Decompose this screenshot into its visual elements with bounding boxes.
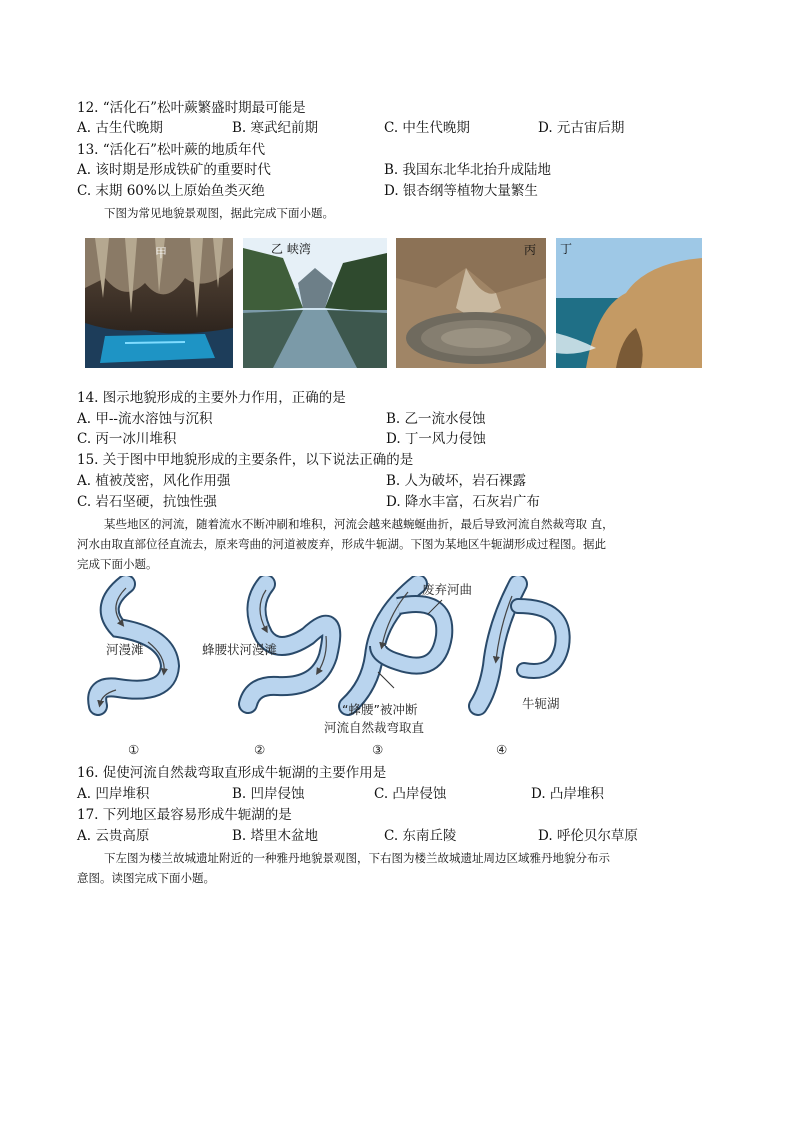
q14-option-b: B. 乙一流水侵蚀 — [386, 411, 486, 427]
intro-oxbow-line3: 完成下面小题。 — [77, 557, 158, 571]
q16-option-c: C. 凸岸侵蚀 — [374, 786, 447, 802]
q14-option-d: D. 丁一风力侵蚀 — [386, 431, 486, 447]
label-waist-cut: “蜂腰”被冲断 — [342, 702, 418, 717]
q15-stem: 15. 关于图中甲地貌形成的主要条件，以下说法正确的是 — [77, 452, 414, 468]
q14-stem: 14. 图示地貌形成的主要外力作用，正确的是 — [77, 390, 346, 406]
intro-oxbow-line1: 某些地区的河流，随着流水不断冲刷和堆积，河流会越来越蜿蜒曲折，最后导致河流自然裁弯取 直， — [104, 517, 614, 531]
label-natural-cutoff: 河流自然裁弯取直 — [324, 720, 425, 735]
q16-stem: 16. 促使河流自然裁弯取直形成牛轭湖的主要作用是 — [77, 765, 387, 781]
q12-option-b: B. 寒武纪前期 — [232, 120, 319, 136]
photo-fjord — [243, 238, 387, 368]
q16-option-b: B. 凹岸侵蚀 — [232, 786, 305, 802]
q17-option-d: D. 呼伦贝尔草原 — [538, 828, 638, 844]
label-waist-floodplain: 蜂腰状河漫滩 — [202, 642, 278, 657]
q12-option-d: D. 元古宙后期 — [538, 120, 625, 136]
q13-option-b: B. 我国东北华北抬升成陆地 — [384, 162, 552, 178]
q13-option-d: D. 银杏纲等植物大量繁生 — [384, 183, 538, 199]
q14-option-c: C. 丙一冰川堆积 — [77, 431, 177, 447]
q12-option-c: C. 中生代晚期 — [384, 120, 470, 136]
photo-glacial-deposit — [396, 238, 546, 368]
q17-option-c: C. 东南丘陵 — [384, 828, 457, 844]
q13-option-a: A. 该时期是形成铁矿的重要时代 — [77, 162, 271, 178]
photo-label-ding: 丁 — [560, 242, 573, 256]
photo-label-bing: 丙 — [524, 243, 537, 257]
q17-option-a: A. 云贵高原 — [77, 828, 150, 844]
photo-sea-cliff — [556, 238, 702, 368]
q15-option-a: A. 植被茂密，风化作用强 — [77, 473, 231, 489]
q15-option-c: C. 岩石坚硬，抗蚀性强 — [77, 494, 217, 510]
photo-karst-cave — [85, 238, 233, 368]
intro-oxbow-line2: 河水由取直部位径直流去，原来弯曲的河道被废弃，形成牛轭湖。下图为某地区牛轭湖形成过程图。据此 — [77, 537, 606, 551]
photo-label-yi: 乙 峡湾 — [271, 242, 311, 256]
q16-option-d: D. 凸岸堆积 — [531, 786, 604, 802]
stage-number-1: ① — [128, 742, 140, 757]
label-oxbow-lake: 牛轭湖 — [522, 696, 560, 711]
q17-option-b: B. 塔里木盆地 — [232, 828, 319, 844]
label-abandoned-meander: 废弃河曲 — [422, 582, 473, 597]
q13-option-c: C. 末期 60%以上原始鱼类灭绝 — [77, 183, 265, 199]
intro-yardang-line2: 意图。读图完成下面小题。 — [77, 871, 215, 885]
q14-option-a: A. 甲--流水溶蚀与沉积 — [77, 411, 213, 427]
oxbow-lake-diagram — [78, 576, 678, 762]
photo-label-jia: 甲 — [155, 246, 168, 260]
label-floodplain: 河漫滩 — [106, 642, 144, 657]
q12-option-a: A. 古生代晚期 — [77, 120, 163, 136]
q15-option-b: B. 人为破坏，岩石裸露 — [386, 473, 527, 489]
intro-landforms: 下图为常见地貌景观图，据此完成下面小题。 — [104, 206, 334, 220]
q13-stem: 13. “活化石”松叶蕨的地质年代 — [77, 142, 266, 158]
stage-3-river — [348, 584, 444, 706]
stage-4-river — [478, 584, 563, 706]
q17-stem: 17. 下列地区最容易形成牛轭湖的是 — [77, 807, 292, 823]
stage-number-4: ④ — [496, 742, 508, 757]
stage-number-3: ③ — [372, 742, 384, 757]
intro-yardang-line1: 下左图为楼兰故城遗址附近的一种雅丹地貌景观图，下右图为楼兰故城遗址周边区域雅丹地貌分布示 — [104, 851, 610, 865]
q12-stem: 12. “活化石”松叶蕨繁盛时期最可能是 — [77, 100, 306, 116]
stage-number-2: ② — [254, 742, 266, 757]
q16-option-a: A. 凹岸堆积 — [77, 786, 150, 802]
q15-option-d: D. 降水丰富，石灰岩广布 — [386, 494, 540, 510]
